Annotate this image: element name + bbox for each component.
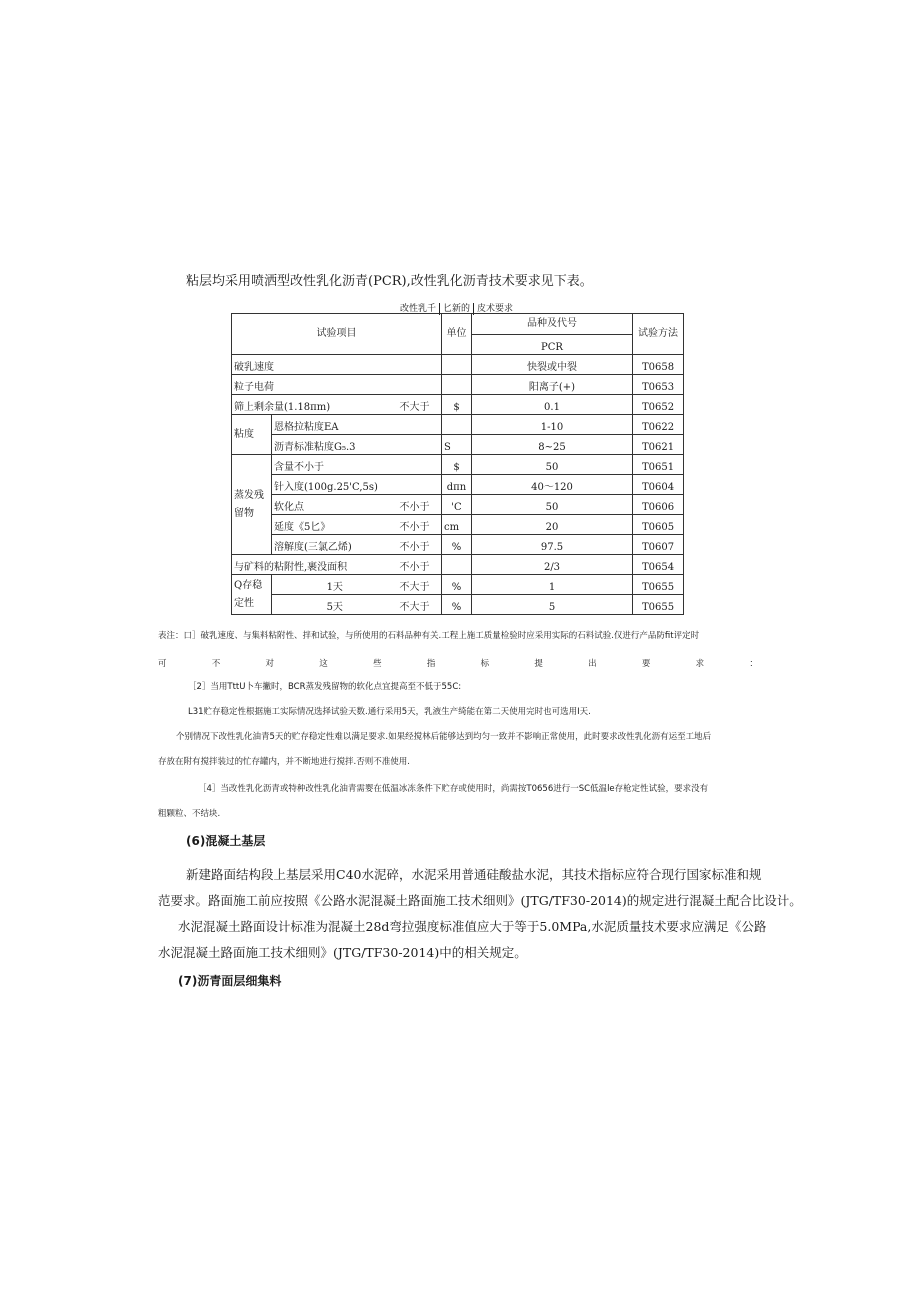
note-char: 些 (373, 659, 382, 669)
note-1: 表注：口］破乳速度、与集料粘附性、拌和试验，与所使用的石料品种有关.工程上施工质量检验时应采用实际的石料试验.仅进行产品防fit评定时 (158, 631, 700, 641)
row-value: 1 (472, 575, 633, 595)
row-value: 97.5 (472, 535, 633, 555)
table-row (232, 435, 684, 455)
row-unit (442, 375, 472, 395)
row-method: T0606 (633, 495, 684, 515)
table-row (232, 495, 684, 515)
table-row (232, 375, 684, 395)
row-item: 粒子电荷 (232, 375, 442, 395)
row-method: T0653 (633, 375, 684, 395)
header-method: 试验方法 (633, 314, 684, 355)
note-4-line-2: 存放在附有搅拌装过的忙存罐内，并不断地进行搅拌.否则不准使用. (158, 757, 410, 767)
row-method: T0622 (633, 415, 684, 435)
row-unit: dπn (442, 475, 472, 495)
row-item: 破乳速度 (232, 355, 442, 375)
note-char: 求 (695, 659, 705, 669)
caption-part-2: 匕新的 (443, 304, 471, 314)
row-method: T0655 (633, 575, 684, 595)
table-row (232, 455, 684, 475)
section-6-title: (6)混凝土基层 (186, 834, 266, 848)
table-row (232, 415, 684, 435)
note-4-line-1: 个别情况下改性乳化油青5天的贮存稳定性难以满足要求.如果经搅林后能够达到均匀一致并不影响正常使用，此时要求改性乳化沥有运至工地后 (176, 732, 712, 742)
header-unit: 单位 (442, 314, 472, 355)
row-method: T0605 (633, 515, 684, 535)
note-char: 对 (265, 659, 275, 669)
header-item: 试验项目 (232, 314, 442, 355)
row-value: 0.1 (472, 395, 633, 415)
note-5-line-2: 粗颗粒、不结块. (158, 809, 221, 819)
row-method: T0651 (633, 455, 684, 475)
note-char: 不 (211, 659, 221, 669)
header-code: PCR (472, 334, 633, 355)
row-limit: 不小于 (398, 495, 442, 515)
table-row (232, 395, 684, 415)
row-item: 针入度(100g.25'C,5s) (272, 475, 442, 495)
section-6-paragraph-2-line-2: 水泥混凝土路面施工技术细则》(JTG/TF30-2014)中的相关规定。 (158, 945, 527, 960)
row-method: T0621 (633, 435, 684, 455)
group-residue (232, 455, 272, 555)
row-value: 5 (472, 595, 633, 615)
row-item: 沥青标准粘度G₅.3 (272, 435, 442, 455)
row-unit: $ (442, 455, 472, 475)
table-header-row (232, 314, 684, 335)
row-value: 40～120 (472, 475, 633, 495)
row-unit: % (442, 535, 472, 555)
note-5-line-1: ［4］当改性乳化沥青或特种改性乳化油青需婴在低温冰冻条件下贮存或使用时，尚需按T0656进行一SC低温le存枪定性试验，要求没有 (198, 784, 709, 794)
row-item: 含量不小于 (272, 455, 442, 475)
note-char: ： (749, 659, 758, 669)
table-row (232, 535, 684, 555)
group-residue-line-1: 蒸发残 (234, 489, 264, 501)
group-storage (232, 575, 272, 615)
row-item: 溶解度(三氯乙烯) (272, 535, 398, 555)
row-value: 50 (472, 455, 633, 475)
group-viscosity: 粘度 (232, 415, 272, 455)
intro-paragraph: 粘层均采用喷洒型改性乳化沥青(PCR),改性乳化沥青技术要求见下表。 (186, 274, 593, 289)
table-row (232, 575, 684, 595)
row-limit: 不小于 (398, 535, 442, 555)
row-unit: % (442, 575, 472, 595)
note-char: 标 (480, 659, 490, 669)
row-value: 50 (472, 495, 633, 515)
table-row (232, 515, 684, 535)
row-method: T0652 (633, 395, 684, 415)
section-6-paragraph-1-line-2: 范要求。路面施工前应按照《公路水泥混凝土路面施工技术细则》(JTG/TF30-2014)的规定进行混凝土配合比设计。 (158, 893, 802, 908)
row-unit (442, 355, 472, 375)
row-limit: 不小于 (398, 515, 442, 535)
row-unit (442, 555, 472, 575)
section-6-paragraph-2-line-1: 水泥混凝土路面设计标准为混凝土28d弯拉强度标准值应大于等于5.0MPa,水泥质量技术要求应满足《公路 (178, 919, 767, 934)
row-unit: $ (442, 395, 472, 415)
row-method: T0604 (633, 475, 684, 495)
row-unit: cm (442, 515, 472, 535)
row-item: 延度《5匕》 (272, 515, 398, 535)
row-unit: 'C (442, 495, 472, 515)
row-method: T0655 (633, 595, 684, 615)
row-value: 2/3 (472, 555, 633, 575)
group-storage-line-2: 定性 (234, 597, 254, 609)
spec-table (231, 313, 684, 615)
section-7-title: (7)沥青面层细集料 (178, 974, 282, 988)
row-method: T0658 (633, 355, 684, 375)
note-char: 可 (158, 659, 167, 669)
row-item: 筛上剩余量(1.18πm) (232, 395, 398, 415)
table-row (232, 555, 684, 575)
row-limit: 不大于 (398, 575, 442, 595)
row-value: 20 (472, 515, 633, 535)
note-char: 这 (319, 659, 328, 669)
table-row (232, 475, 684, 495)
row-limit: 不大于 (398, 595, 442, 615)
row-value: 快裂或中裂 (472, 355, 633, 375)
note-1-continuation (158, 657, 758, 669)
header-variety: 品种及代号 (472, 314, 633, 335)
row-item: 恩格拉粘度EA (272, 415, 442, 435)
row-value: 8~25 (472, 435, 633, 455)
row-item: 软化点 (272, 495, 398, 515)
row-item: 与矿料的粘附性,裹没面积 (232, 555, 398, 575)
note-char: 指 (426, 659, 436, 669)
section-6-paragraph-1-line-1: 新建路面结构段上基层采用C40水泥碎，水泥采用普通硅酸盐水泥，其技术指标应符合现行国家标准和规 (186, 867, 762, 882)
row-unit (442, 415, 472, 435)
note-2: ［2］当用TttU卜车撇时，BCR蒸发残留物的软化点宜提高至不低于55C: (188, 682, 462, 692)
note-3: L31贮存稳定性根据施工实际情况选择试验天数.通行采用5天，乳液生产绮能在第二天使用完时也可选用I天. (188, 707, 591, 717)
table-row (232, 355, 684, 375)
row-value: 阳离子(+) (472, 375, 633, 395)
row-item: 1天 (272, 575, 398, 595)
note-char: 出 (588, 659, 597, 669)
row-limit: 不小于 (398, 555, 442, 575)
note-char: 提 (534, 659, 543, 669)
caption-part-3: 皮术要求 (477, 304, 514, 314)
row-item: 5天 (272, 595, 398, 615)
note-char: 要 (641, 659, 651, 669)
row-value: 1-10 (472, 415, 633, 435)
group-storage-line-1: Q存稳 (234, 579, 263, 591)
row-method: T0607 (633, 535, 684, 555)
table-row (232, 595, 684, 615)
row-unit: S (442, 435, 472, 455)
group-residue-line-2: 留物 (234, 507, 254, 519)
row-limit: 不大于 (398, 395, 442, 415)
row-method: T0654 (633, 555, 684, 575)
row-unit: % (442, 595, 472, 615)
caption-part-1: 改性乳千 (400, 304, 437, 314)
